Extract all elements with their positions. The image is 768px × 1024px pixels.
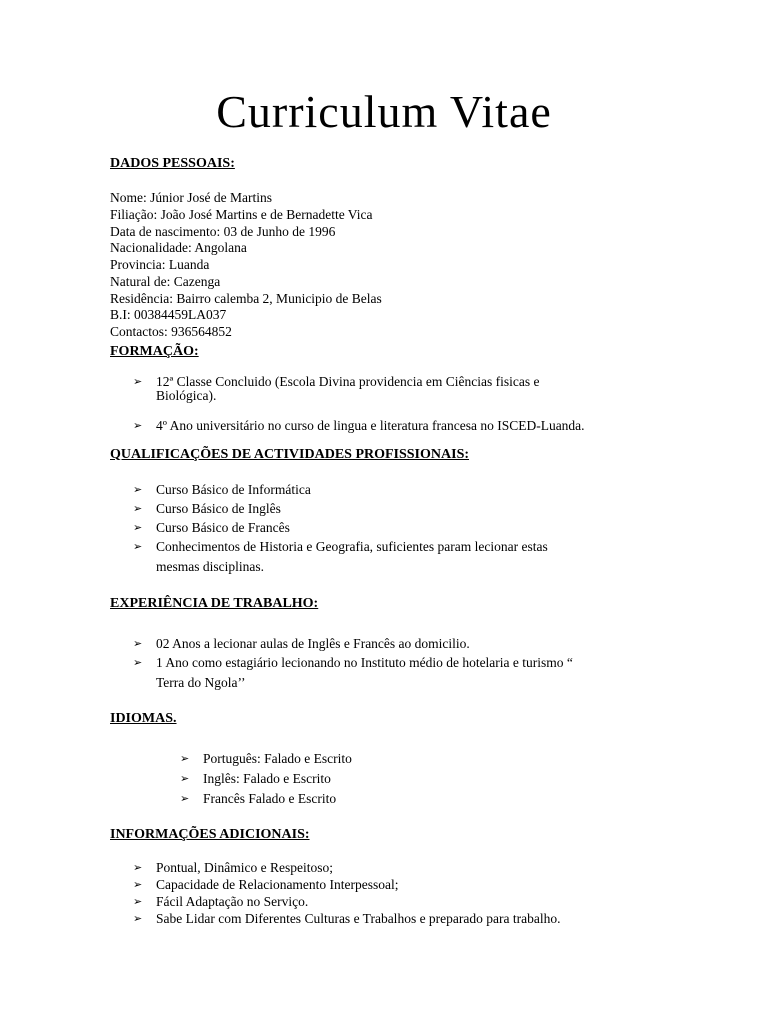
section-heading-qualificacoes: QUALIFICAÇÕES DE ACTIVIDADES PROFISSIONAIS: (110, 447, 470, 462)
section-heading-experiencia: EXPERIÊNCIA DE TRABALHO: (110, 596, 319, 611)
arrow-bullet-icon: ➢ (133, 521, 143, 534)
arrow-bullet-icon: ➢ (133, 502, 143, 515)
arrow-bullet-icon: ➢ (180, 752, 190, 765)
arrow-bullet-icon: ➢ (133, 540, 143, 553)
arrow-bullet-icon: ➢ (133, 878, 143, 891)
arrow-bullet-icon: ➢ (180, 792, 190, 805)
section-heading-idiomas: IDIOMAS. (110, 711, 177, 726)
cv-page: Curriculum Vitae DADOS PESSOAIS: Nome: Júnior José de Martins Filiação: João José Martins e de Bernadette Vica Data de nascimento: 03 de Junho de 1996 Nacionalidade: Angolana Provincia: Luanda Natural de: Cazenga Residência: Bairro calemba 2, Municipio de Belas B.I: 00384459LA037 Contactos: 936564852 FORMAÇÃO: ➢ 12ª Classe Concluido (Escola Divina providencia em Ciências fisicas e Biológica). ➢ 4º Ano universitário no curso de lingua e literatura francesa no ISCED-Luanda. QUALIFICAÇÕES DE ACTIVIDADES PROFISSIONAIS: ➢ Curso Básico de Informática ➢ Curso Básico de Inglês ➢ Curso Básico de Francês ➢ Conhecimentos de Historia e Geografia, suficientes param lecionar estas mesmas disciplinas. EXPERIÊNCIA DE TRABALHO: ➢ 02 Anos a lecionar aulas de Inglês e Francês ao domicilio. ➢ 1 Ano como estagiário lecionando no Instituto médio de hotelaria e turismo “ Terra do Ngola’’ IDIOMAS. ➢ Português: Falado e Escrito ➢ Inglês: Falado e Escrito ➢ Francês Falado e Escrito INFORMAÇÕES ADICIONAIS: ➢ Pontual, Dinâmico e Respeitoso; ➢ Capacidade de Relacionamento Interpessoal; ➢ Fácil Adaptação no Serviço. ➢ Sabe Lidar com Diferentes Culturas e Trabalhos e preparado para trabalho. (0, 0, 768, 1024)
personal-residence: Residência: Bairro calemba 2, Municipio de Belas (110, 291, 382, 306)
arrow-bullet-icon: ➢ (133, 375, 143, 388)
arrow-bullet-icon: ➢ (133, 895, 143, 908)
personal-birthplace: Natural de: Cazenga (110, 274, 221, 289)
page-title: Curriculum Vitae (216, 86, 552, 137)
arrow-bullet-icon: ➢ (133, 637, 143, 650)
arrow-bullet-icon: ➢ (133, 483, 143, 496)
personal-nationality: Nacionalidade: Angolana (110, 240, 247, 255)
personal-name: Nome: Júnior José de Martins (110, 190, 272, 205)
personal-filiation: Filiação: João José Martins e de Bernadette Vica (110, 207, 373, 222)
section-heading-informacoes: INFORMAÇÕES ADICIONAIS: (110, 827, 310, 842)
section-heading-formacao: FORMAÇÃO: (110, 344, 199, 359)
arrow-bullet-icon: ➢ (133, 656, 143, 669)
arrow-bullet-icon: ➢ (133, 419, 143, 432)
personal-birthdate: Data de nascimento: 03 de Junho de 1996 (110, 224, 336, 239)
personal-contacts: Contactos: 936564852 (110, 324, 232, 339)
arrow-bullet-icon: ➢ (180, 772, 190, 785)
personal-id: B.I: 00384459LA037 (110, 307, 227, 322)
arrow-bullet-icon: ➢ (133, 861, 143, 874)
personal-province: Provincia: Luanda (110, 257, 210, 272)
arrow-bullet-icon: ➢ (133, 912, 143, 925)
section-heading-dados-pessoais: DADOS PESSOAIS: (110, 156, 235, 171)
